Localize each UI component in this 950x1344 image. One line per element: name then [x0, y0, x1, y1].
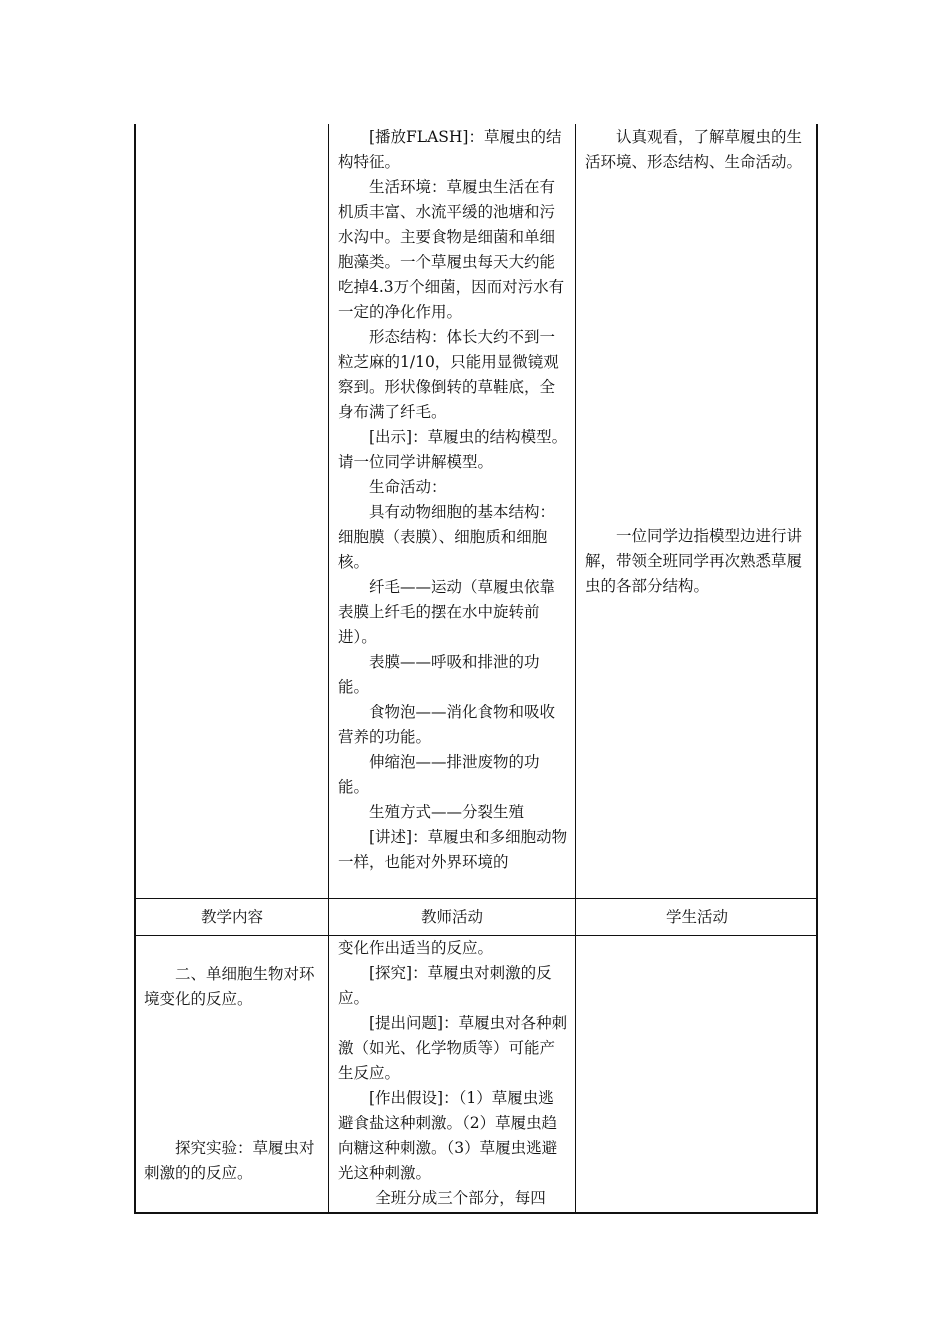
- bottom-content-cell-2: [144, 1136, 322, 1186]
- teacher-paragraph: [提出问题]：草履虫对各种刺激（如光、化学物质等）可能产生反应。: [338, 1014, 568, 1082]
- top-student-cell-2: [585, 524, 813, 599]
- content-paragraph: 探究实验：草履虫对刺激的的反应。: [144, 1139, 315, 1182]
- top-student-cell: [585, 125, 813, 175]
- header-student: 学生活动: [665, 908, 728, 926]
- student-paragraph: 认真观看，了解草履虫的生活环境、形态结构、生命活动。: [585, 128, 803, 171]
- top-teacher-cell: [338, 125, 568, 875]
- content-paragraph: 二、单细胞生物对环境变化的反应。: [144, 965, 315, 1008]
- teacher-paragraph: 纤毛——运动（草履虫依靠表膜上纤毛的摆在水中旋转前进）。: [338, 578, 556, 646]
- teacher-paragraph: 生殖方式——分裂生殖: [369, 803, 525, 821]
- teacher-paragraph: 形态结构：体长大约不到一粒芝麻的1/10，只能用显微镜观察到。形状像倒转的草鞋底，全身布满了纤毛。: [338, 328, 559, 421]
- bottom-teacher-cell: [338, 936, 568, 1211]
- teacher-paragraph: 生活环境：草履虫生活在有机质丰富、水流平缓的池塘和污水沟中。主要食物是细菌和单细胞藻类。一个草履虫每天大约能吃掉4.3万个细菌，因而对污水有一定的净化作用。: [338, 178, 565, 321]
- teacher-paragraph: 食物泡——消化食物和吸收营养的功能。: [338, 703, 556, 746]
- teacher-paragraph: 伸缩泡——排泄废物的功能。: [338, 753, 540, 796]
- teacher-paragraph: 生命活动：: [369, 478, 447, 496]
- header-teacher: 教师活动: [420, 908, 483, 926]
- teacher-paragraph: [作出假设]：（1）草履虫逃避食盐这种刺激。（2）草履虫趋向糖这种刺激。（3）草履虫逃避光这种刺激。: [338, 1089, 558, 1182]
- teacher-paragraph: 全班分成三个部分，每四: [375, 1189, 546, 1207]
- teacher-paragraph: [讲述]：草履虫和多细胞动物一样，也能对外界环境的: [338, 828, 568, 871]
- lesson-table: [134, 124, 818, 1214]
- student-paragraph: 一位同学边指模型边进行讲解，带领全班同学再次熟悉草履虫的各部分结构。: [585, 527, 803, 595]
- teacher-paragraph: 表膜——呼吸和排泄的功能。: [338, 653, 540, 696]
- teacher-paragraph: [出示]：草履虫的结构模型。请一位同学讲解模型。: [338, 428, 568, 471]
- teacher-paragraph: 具有动物细胞的基本结构：细胞膜（表膜）、细胞质和细胞核。: [338, 503, 556, 571]
- header-content: 教学内容: [200, 908, 263, 926]
- teacher-paragraph: [播放FLASH]：草履虫的结构特征。: [338, 128, 562, 171]
- column-divider-1: [328, 124, 329, 1212]
- bottom-content-cell: [144, 962, 322, 1012]
- teacher-paragraph: [探究]：草履虫对刺激的反应。: [338, 964, 552, 1007]
- column-divider-2: [575, 124, 576, 1212]
- teacher-paragraph: 变化作出适当的反应。: [338, 939, 494, 957]
